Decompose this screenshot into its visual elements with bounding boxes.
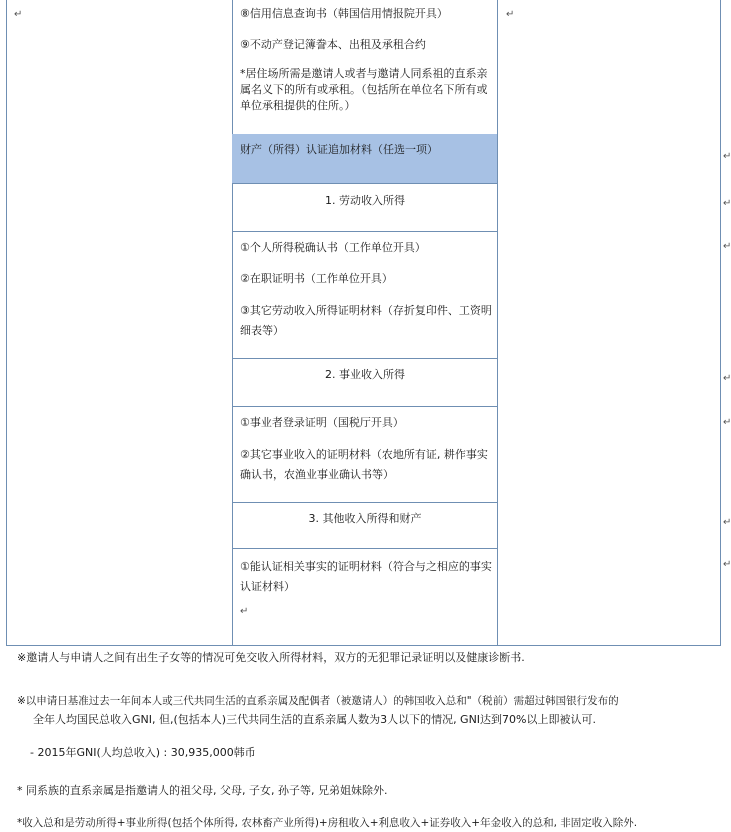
labor-income-title: 1. 劳动收入所得 — [325, 194, 405, 207]
table-border-right — [720, 0, 721, 645]
document-item-real-estate: ⑨不动产登记簿誊本、出租及承租合约 — [240, 38, 426, 51]
paragraph-mark: ↵ — [14, 9, 23, 20]
section-header-title: 财产（所得）认证追加材料（任选一项） — [240, 143, 438, 156]
footnote-exemption: ※邀请人与申请人之间有出生子女等的情况可免交收入所得材料，双方的无犯罪记录证明以及健康诊断书. — [17, 651, 525, 664]
row-divider — [232, 548, 498, 549]
other-item: ①能认证相关事实的证明材料（符合与之相应的事实认证材料） — [240, 560, 492, 593]
row-divider — [232, 502, 498, 503]
other-income-title: 3. 其他收入所得和财产 — [308, 512, 422, 525]
business-item: ②其它事业收入的证明材料（农地所有证, 耕作事实确认书，农渔业事业确认书等） — [240, 448, 488, 481]
row-divider — [232, 231, 498, 232]
footnote-gni-value: - 2015年GNI(人均总收入) : 30,935,000韩币 — [30, 746, 256, 759]
footnote-income-requirement: ※以申请日基准过去一年间本人或三代共同生活的直系亲属及配偶者（被邀请人）的韩国收入总和"（税前）需超过韩国银行发布的 — [17, 695, 619, 707]
paragraph-mark: ↵ — [723, 417, 731, 428]
document-item-credit-report: ⑧信用信息查询书（韩国信用情报院开具） — [240, 7, 448, 20]
residence-note: *居住场所需是邀请人或者与邀请人同系祖的直系亲属名义下的所有或承租。（包括所在单位名下所有或单位承租提供的住所。） — [240, 67, 488, 112]
paragraph-mark: ↵ — [723, 559, 731, 570]
row-divider — [232, 183, 498, 184]
paragraph-mark: ↵ — [723, 373, 731, 384]
paragraph-mark: ↵ — [723, 151, 731, 162]
paragraph-mark: ↵ — [506, 9, 515, 20]
labor-item: ①个人所得税确认书（工作单位开具） — [240, 241, 426, 254]
paragraph-mark: ↵ — [240, 606, 249, 617]
paragraph-mark: ↵ — [723, 517, 731, 528]
business-income-title: 2. 事业收入所得 — [325, 368, 405, 381]
footnote-income-definition: *收入总和是劳动所得+事业所得(包括个体所得, 农林畜产业所得)+房租收入+利息收入+证券收入+年金收入的总和, 非固定收入除外. — [17, 817, 638, 829]
paragraph-mark: ↵ — [723, 198, 731, 209]
footnote-income-requirement-cont: 全年人均国民总收入GNI, 但,(包括本人)三代共同生活的直系亲属人数为3人以下的情况, GNI达到70%以上即被认可. — [33, 713, 597, 726]
labor-item: ③其它劳动收入所得证明材料（存折复印件、工资明细表等） — [240, 304, 492, 337]
labor-item: ②在职证明书（工作单位开具） — [240, 272, 393, 285]
table-border-bottom — [6, 645, 721, 646]
row-divider — [232, 358, 498, 359]
row-divider — [232, 406, 498, 407]
footnote-relatives-definition: * 同系族的直系亲属是指邀请人的祖父母, 父母, 子女, 孙子等, 兄弟姐妹除外. — [17, 784, 388, 797]
paragraph-mark: ↵ — [723, 241, 731, 252]
business-item: ①事业者登录证明（国税厅开具） — [240, 416, 404, 429]
table-border-left — [6, 0, 7, 645]
